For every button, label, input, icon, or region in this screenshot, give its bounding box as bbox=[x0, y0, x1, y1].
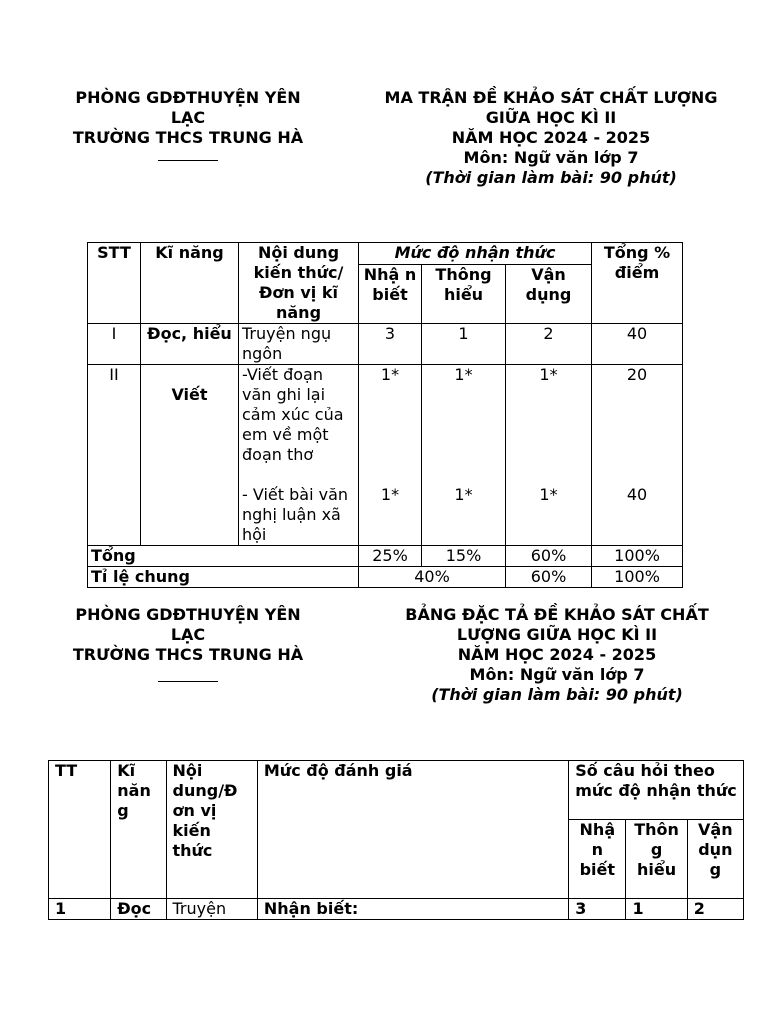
cell-vd: 2 bbox=[687, 899, 743, 920]
total-nb: 25% bbox=[359, 546, 422, 567]
school-year: NĂM HỌC 2024 - 2025 bbox=[451, 128, 651, 147]
exam-duration: (Thời gian làm bài: 90 phút) bbox=[425, 168, 677, 187]
cell-th bbox=[422, 365, 506, 546]
cell-ki-nang: Đọc, hiểu bbox=[141, 324, 239, 365]
ratio-label: Tỉ lệ chung bbox=[88, 567, 359, 588]
total-th: 15% bbox=[422, 546, 506, 567]
cell-vd bbox=[506, 365, 592, 546]
value-a: 20 bbox=[626, 365, 648, 384]
header-van-dung: Vận dụn g bbox=[687, 820, 743, 899]
specification-table bbox=[48, 760, 744, 920]
ratio-tong: 100% bbox=[592, 567, 683, 588]
exam-duration: (Thời gian làm bài: 90 phút) bbox=[431, 685, 683, 704]
cell-th: 1 bbox=[422, 324, 506, 365]
school-year: NĂM HỌC 2024 - 2025 bbox=[457, 645, 657, 664]
cell-stt: I bbox=[88, 324, 141, 365]
header-van-dung: Vận dụng bbox=[506, 265, 592, 324]
cell-ki-nang: Đọc bbox=[111, 899, 166, 920]
header-muc-do-danh-gia: Mức độ đánh giá bbox=[257, 761, 568, 899]
header-thong-hieu: Thôn g hiểu bbox=[626, 820, 687, 899]
cell-vd: 2 bbox=[506, 324, 592, 365]
value-a: 1* bbox=[539, 365, 558, 384]
value-b: 40 bbox=[626, 485, 648, 504]
cell-nb: 3 bbox=[359, 324, 422, 365]
divider bbox=[158, 669, 218, 682]
content-a: -Viết đoạn văn ghi lại cảm xúc của em về một đoạn thơ bbox=[242, 365, 344, 464]
department-line: PHÒNG GDĐTHUYỆN YÊN bbox=[75, 605, 301, 624]
ratio-vd: 60% bbox=[506, 567, 592, 588]
total-vd: 60% bbox=[506, 546, 592, 567]
cell-noi-dung: Truyện ngụ ngôn bbox=[239, 324, 359, 365]
cell-stt: II bbox=[88, 365, 141, 546]
cell-th: 1 bbox=[626, 899, 687, 920]
school-name: TRƯỜNG THCS TRUNG HÀ bbox=[72, 645, 304, 664]
header-ki-nang: Kĩ năn g bbox=[111, 761, 166, 899]
header-tt: TT bbox=[49, 761, 111, 899]
value-b: 1* bbox=[539, 485, 558, 504]
school-name: TRƯỜNG THCS TRUNG HÀ bbox=[72, 128, 304, 147]
cell-tong bbox=[592, 365, 683, 546]
document-title: MA TRẬN ĐỀ KHẢO SÁT CHẤT LƯỢNG bbox=[384, 88, 718, 107]
cell-nb bbox=[359, 365, 422, 546]
cell-noi-dung: Truyện bbox=[166, 899, 257, 920]
header-noi-dung: Nội dung kiến thức/ Đơn vị kĩ năng bbox=[239, 243, 359, 324]
subject: Môn: Ngữ văn lớp 7 bbox=[469, 665, 645, 684]
cell-noi-dung bbox=[239, 365, 359, 546]
header-muc-do: Mức độ nhận thức bbox=[359, 243, 592, 265]
value-b: 1* bbox=[454, 485, 473, 504]
header-noi-dung: Nội dung/Đ ơn vị kiến thức bbox=[166, 761, 257, 899]
header-nhan-biet: Nhậ n biết bbox=[569, 820, 626, 899]
department-line-cont: LẠC bbox=[170, 625, 206, 644]
cell-ki-nang: Viết bbox=[141, 365, 239, 546]
department-line: PHÒNG GDĐTHUYỆN YÊN bbox=[75, 88, 301, 107]
value-a: 1* bbox=[454, 365, 473, 384]
header-tong: Tổng % điểm bbox=[592, 243, 683, 324]
department-line-cont: LẠC bbox=[170, 108, 206, 127]
document-title: BẢNG ĐẶC TẢ ĐỀ KHẢO SÁT CHẤT bbox=[405, 605, 709, 624]
header-so-cau: Số câu hỏi theo mức độ nhận thức bbox=[569, 761, 744, 820]
header-thong-hieu: Thông hiểu bbox=[422, 265, 506, 324]
value-a: 1* bbox=[380, 365, 400, 384]
cell-tt: 1 bbox=[49, 899, 111, 920]
content-b: - Viết bài văn nghị luận xã hội bbox=[242, 485, 349, 544]
divider bbox=[158, 148, 218, 161]
document-title-cont: GIỮA HỌC KÌ II bbox=[485, 108, 617, 127]
cell-nb: 3 bbox=[569, 899, 626, 920]
school-header bbox=[48, 88, 328, 161]
document-title-cont: LƯỢNG GIỮA HỌC KÌ II bbox=[456, 625, 658, 644]
header-ki-nang: Kĩ năng bbox=[141, 243, 239, 324]
school-header-2 bbox=[48, 605, 328, 682]
ratio-nb-th: 40% bbox=[359, 567, 506, 588]
cell-tong: 40 bbox=[592, 324, 683, 365]
value-b: 1* bbox=[380, 485, 400, 504]
document-title-block bbox=[356, 88, 746, 188]
subject: Môn: Ngữ văn lớp 7 bbox=[463, 148, 639, 167]
document-title-block-2 bbox=[362, 605, 752, 705]
matrix-table bbox=[87, 242, 683, 588]
total-label: Tổng bbox=[88, 546, 359, 567]
header-stt: STT bbox=[88, 243, 141, 324]
cell-muc-do: Nhận biết: bbox=[257, 899, 568, 920]
header-nhan-biet: Nhậ n biết bbox=[359, 265, 422, 324]
total-tong: 100% bbox=[592, 546, 683, 567]
